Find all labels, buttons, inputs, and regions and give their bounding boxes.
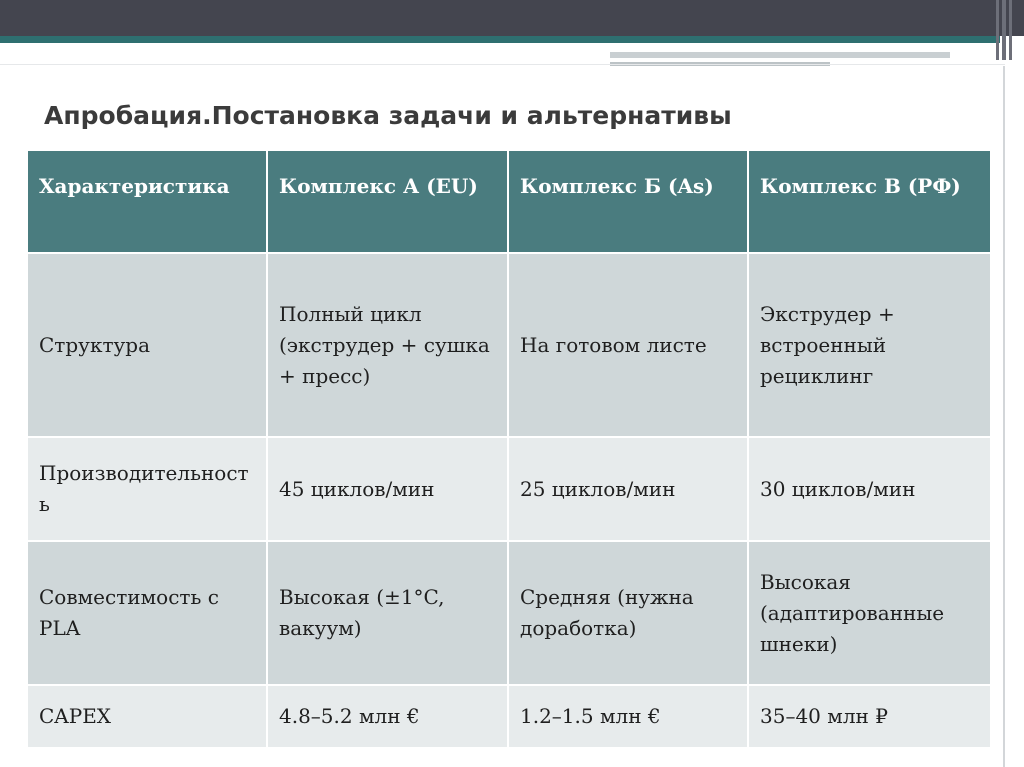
table-header-row bbox=[27, 150, 991, 253]
right-decor-bar bbox=[1002, 0, 1006, 60]
teal-accent-stripe bbox=[0, 36, 1000, 43]
table-cell: 25 циклов/мин bbox=[508, 437, 748, 541]
row-label: Производительность bbox=[27, 437, 267, 541]
right-decor-bar bbox=[996, 0, 999, 60]
table-row bbox=[27, 253, 991, 437]
table-cell: Экструдер + встроенный рециклинг bbox=[748, 253, 991, 437]
table-row bbox=[27, 541, 991, 685]
header-complex-b: Комплекс Б (As) bbox=[508, 150, 748, 253]
table-cell: Полный цикл (экструдер + сушка + пресс) bbox=[267, 253, 508, 437]
table-row bbox=[27, 437, 991, 541]
header-complex-v: Комплекс В (РФ) bbox=[748, 150, 991, 253]
table-cell: 30 циклов/мин bbox=[748, 437, 991, 541]
table-cell: 45 циклов/мин bbox=[267, 437, 508, 541]
frame-line-horizontal bbox=[0, 64, 1005, 65]
header-characteristic: Характеристика bbox=[27, 150, 267, 253]
top-decor-bar bbox=[0, 0, 1024, 36]
right-decor-bar bbox=[1009, 0, 1012, 60]
slide-title: Апробация.Постановка задачи и альтернативы bbox=[44, 101, 732, 130]
table-cell: 35–40 млн ₽ bbox=[748, 685, 991, 748]
table-cell: Высокая (адаптированные шнеки) bbox=[748, 541, 991, 685]
table-cell: 1.2–1.5 млн € bbox=[508, 685, 748, 748]
table-cell: Высокая (±1°C, вакуум) bbox=[267, 541, 508, 685]
gray-accent-stripe bbox=[610, 52, 950, 58]
table-cell: Средняя (нужна доработка) bbox=[508, 541, 748, 685]
table-row bbox=[27, 685, 991, 748]
row-label: Совместимость с PLA bbox=[27, 541, 267, 685]
table-cell: На готовом листе bbox=[508, 253, 748, 437]
table-cell: 4.8–5.2 млн € bbox=[267, 685, 508, 748]
row-label: CAPEX bbox=[27, 685, 267, 748]
row-label: Структура bbox=[27, 253, 267, 437]
header-complex-a: Комплекс А (EU) bbox=[267, 150, 508, 253]
frame-line-vertical bbox=[1003, 66, 1005, 767]
comparison-table bbox=[26, 149, 992, 749]
